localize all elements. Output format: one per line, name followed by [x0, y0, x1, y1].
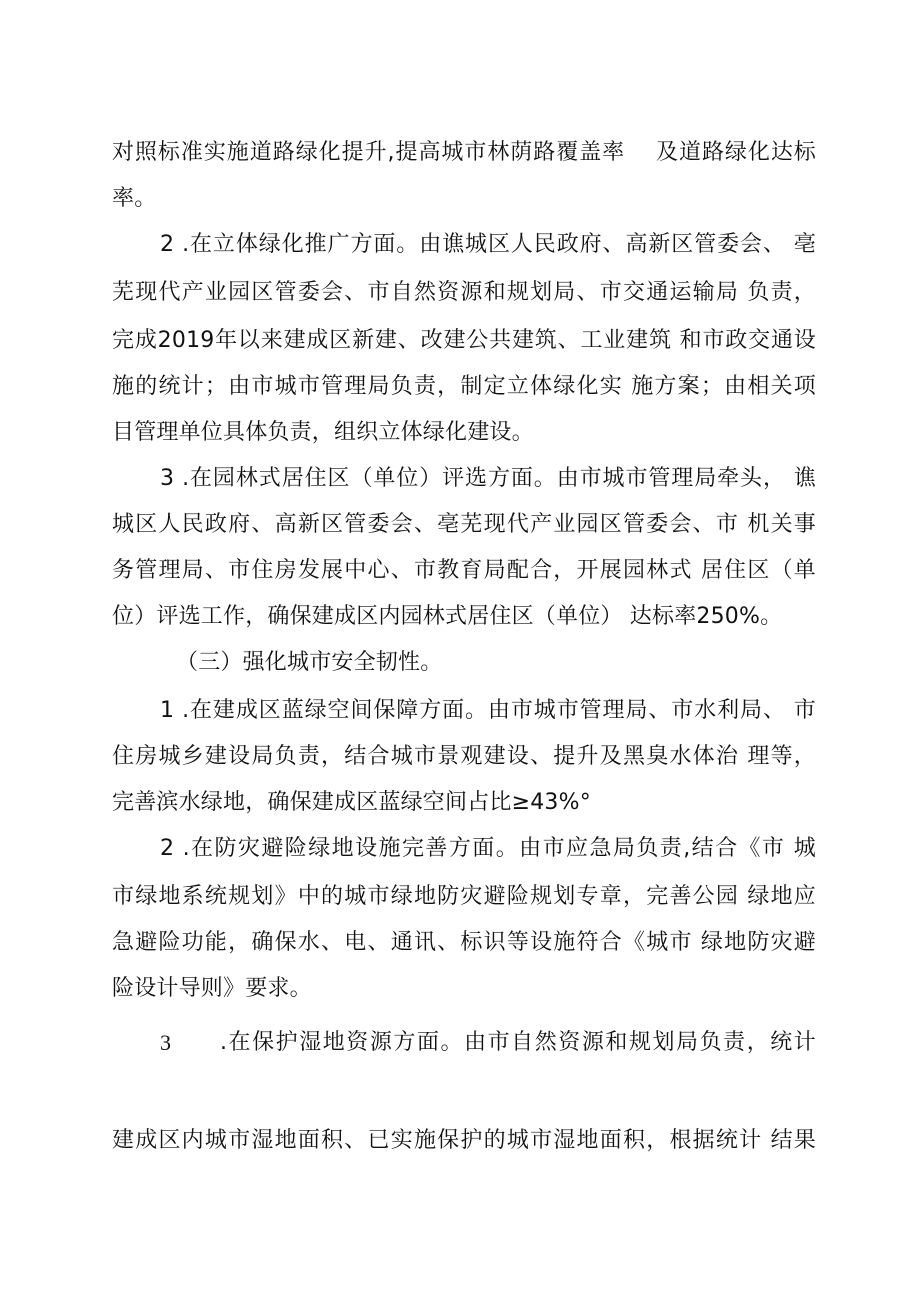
- list-item-2b-line: 2 .在防灾避险绿地设施完善方面。由市应急局负责,结合《市 城: [160, 836, 816, 861]
- list-item-2-line: 2 .在立体绿化推广方面。由谯城区人民政府、高新区管委会、 亳: [160, 232, 816, 257]
- list-item-1-line: 1 .在建成区蓝绿空间保障方面。由市城市管理局、市水利局、 市: [160, 698, 816, 723]
- paragraph-line: 完善滨水绿地，确保建成区蓝绿空间占比≥43%°: [112, 790, 591, 815]
- paragraph-line: 险设计导则》要求。: [112, 976, 312, 1001]
- paragraph-line: 建成区内城市湿地面积、已实施保护的城市湿地面积，根据统计 结果: [112, 1128, 816, 1153]
- paragraph-line: 务管理局、市住房发展中心、市教育局配合，开展园林式 居住区（单: [112, 558, 816, 583]
- paragraph-line: 城区人民政府、高新区管委会、亳芜现代产业园区管委会、市 机关事: [112, 512, 816, 537]
- paragraph-line: 施的统计；由市城市管理局负责，制定立体绿化实 施方案；由相关项: [112, 374, 816, 399]
- paragraph-line: 芜现代产业园区管委会、市自然资源和规划局、市交通运输局 负责，: [112, 280, 816, 305]
- list-number-3: 3: [160, 1030, 172, 1055]
- paragraph-line: 目管理单位具体负责，组织立体绿化建设。: [112, 420, 534, 445]
- paragraph-line: 完成2019年以来建成区新建、改建公共建筑、工业建筑 和市政交通设: [112, 328, 816, 353]
- paragraph-line: 率。: [112, 186, 157, 211]
- paragraph-line: 住房城乡建设局负责，结合城市景观建设、提升及黑臭水体治 理等，: [112, 744, 816, 769]
- paragraph-line: 位）评选工作，确保建成区内园林式居住区（单位） 达标率250%。: [112, 604, 783, 629]
- paragraph-line: 急避险功能，确保水、电、通讯、标识等设施符合《城市 绿地防灾避: [112, 930, 816, 955]
- list-item-3-line: 3 .在园林式居住区（单位）评选方面。由市城市管理局牵头， 谯: [160, 466, 816, 491]
- paragraph-line: 市绿地系统规划》中的城市绿地防灾避险规划专章，完善公园 绿地应: [112, 884, 816, 909]
- section-heading: （三）强化城市安全韧性。: [176, 650, 443, 675]
- list-item-3b-line: .在保护湿地资源方面。由市自然资源和规划局负责，统计: [220, 1030, 816, 1055]
- paragraph-line: 对照标准实施道路绿化提升,提高城市林荫路覆盖率 及道路绿化达标: [112, 140, 816, 165]
